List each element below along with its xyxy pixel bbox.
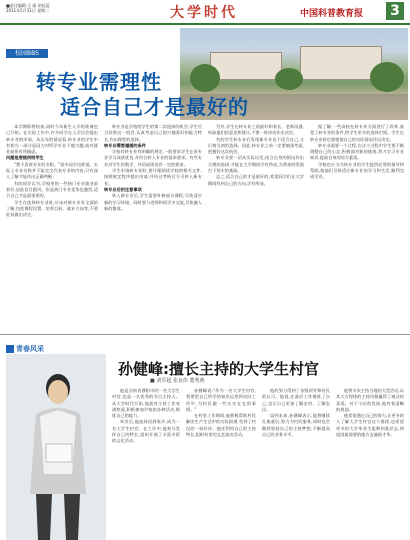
article2-column-1 <box>112 388 180 538</box>
article2-column-4 <box>336 388 404 538</box>
person-photo <box>6 354 106 540</box>
newspaper-name: 中国科普教育报 <box>300 9 364 19</box>
paragraph: 转专业需要一个过程,在这个过程中学生要不断调整自己的心态,积极面对新的挑战,努力学习专业知识,提高自身的综合素质。 <box>310 142 404 161</box>
paragraph: 他的努力得到了各级领导和村民的认可。他说,在基层工作锻炼了自己,也让自己更加了解农村、了解农民。 <box>262 388 330 412</box>
subheading: 问题是要提供给学生 <box>6 155 44 161</box>
tree <box>275 68 303 90</box>
tree <box>370 62 404 92</box>
paragraph: 有的学生转专业后发现新专业也不适合自己,又后悔当初的选择。因此,转专业之前一定要慎重考虑,把握好这次机会。 <box>208 136 304 155</box>
paragraph: 转专业是学校给学生的第二次选择的机会,学生应当珍惜这一机会,认真考虑自己的兴趣爱好和能力特长,作出理性的选择。 <box>104 124 202 142</box>
paragraph: 转入新专业后,学生需要补修部分课程,尽快适应新的学习环境。同时要与老师和同学多交流,尽快融入新的集体。 <box>104 193 202 211</box>
header-rule <box>0 23 410 25</box>
paragraph: 据了解,一些高校在转专业方面进行了改革,放宽了转专业的条件,给学生更多的选择空间。学生在转专业时也要根据自己的实际情况作出决定。 <box>310 124 404 142</box>
article1-column-1 <box>6 124 98 330</box>
campus-building <box>210 52 282 80</box>
subheading: 转专业后的注意事项 <box>104 186 142 192</box>
section-tag-label: 青春风采 <box>16 345 44 353</box>
paragraph: 学生申请转专业时,要仔细阅读学校的相关文件,按照规定程序提出申请,并经过考核后方可转入新专业。 <box>104 168 202 186</box>
paragraph: 本学期即将结束,同时今年新生入学的准备也已开始。在实际工作中,许多同学在入学后会提出转专业的申请。从历年的情况看,转专业的学生中有相当一部分是因为对所学专业不感兴趣,或对就业前景有所顾虑。 <box>6 124 98 155</box>
article2-column-2 <box>186 388 256 538</box>
date-line: 2011年5月31日 星期二 <box>6 8 50 13</box>
section-tag <box>6 344 44 354</box>
tree <box>190 64 220 92</box>
paragraph: 谈到未来,孙健峰表示,他将继续扎根基层,努力为村民服务,同时也会继续坚持自己的主持梦想,不断提高自己的业务水平。 <box>262 413 330 438</box>
paragraph: 另外,学生在转专业之前最好和家长、老师沟通,听取他们的意见和建议,不要一时冲动作出决定。 <box>208 124 304 136</box>
article1-column-2 <box>104 124 202 330</box>
paragraph: 在村里工作期间,他积极帮助村民解决生产生活中的实际困难,受到了村民的一致好评。他还利用自己的主持特长,组织村里的文艺演出活动。 <box>186 413 256 438</box>
article1-column-3 <box>208 124 304 330</box>
paragraph: 孙健峰说:"作为一名大学生村官,我要把自己所学的知识运用到实际工作中,为村民做一些实实在在的事情。" <box>186 388 256 412</box>
editor-line: ■责任编辑:王 丽 胡佳蕊 <box>6 3 50 8</box>
article2-column-3 <box>262 388 330 538</box>
paragraph: 他是河南省濮阳市的一名大学生村官,也是一名优秀的节目主持人。从大学时代开始,他就对主持工作充满热爱,积极参加学校的各种活动,锻炼自己的能力。 <box>112 388 180 419</box>
headline-line2: 适合自己才是最好的 <box>60 95 249 119</box>
column-tag: 校园BBS <box>6 49 48 58</box>
article1-column-4 <box>310 124 404 330</box>
paragraph: 他曾多次主持当地的大型活动,以其大方得体的主持风格赢得了观众的喜爱。对于今后的发展,他有着清晰的规划。 <box>336 388 404 412</box>
page-number: 3 <box>386 2 404 20</box>
section-title: 大学时代 <box>170 5 238 21</box>
headline-line1: 转专业需理性 <box>36 70 162 94</box>
section-divider <box>0 334 410 335</box>
paragraph: 学校对转专业有明确的规定,一般要求学生在原专业学习成绩优良,并符合转入专业的基本要求。有些专业对学生的数学、外语成绩也有一定的要求。 <box>104 149 202 167</box>
paragraph: 总之,适合自己的才是最好的,希望同学们在大学期间找到自己的方向,学有所成。 <box>208 174 304 186</box>
paragraph: 有的同学认为,学校里的一些热门专业就业前景好,因此盲目跟风。但是热门专业竞争也激烈,适合自己才是最重要的。 <box>6 180 98 199</box>
byline: ■ 刘军超 张良伟 董秀燕 <box>150 378 205 384</box>
paragraph: 学校也应当为转专业的学生提供必要的指导和帮助,使他们尽快适应新专业的学习和生活,顺利完成学业。 <box>310 161 404 180</box>
paragraph: 学生在选择转专业时,应该对新专业有全面的了解,包括课程设置、培养目标、就业方向等,不要轻易做出决定。 <box>6 199 98 218</box>
paragraph: 毕业后,他选择回到家乡,成为一名大学生村官。在工作中,他充分发挥自己的特长,组织开展了丰富多彩的文化活动。 <box>112 419 180 444</box>
issue-meta <box>6 3 50 13</box>
subheading: 转专业需要遵循的条件 <box>104 142 146 148</box>
person-figure <box>6 354 106 540</box>
paragraph: 转专业要一切从实际出发,结合自身的情况作出合理的选择,才能在大学期间学有所成,为将来的发展打下坚实的基础。 <box>208 155 304 174</box>
paragraph: "我不喜欢专业的名称。"很多同学这样说。实际上专业名称并不能完全代表专业的内容,只有深入了解才能作出正确判断。 <box>6 161 98 180</box>
article2-headline: 孙健峰:擅长主持的大学生村官 <box>118 360 319 378</box>
paragraph: 他希望通过自己的努力,让更多的人了解大学生村官这个群体,也希望更多的大学毕业生能够到基层去,到祖国最需要的地方去施展才华。 <box>336 413 404 438</box>
tag-marker-icon <box>6 345 14 353</box>
